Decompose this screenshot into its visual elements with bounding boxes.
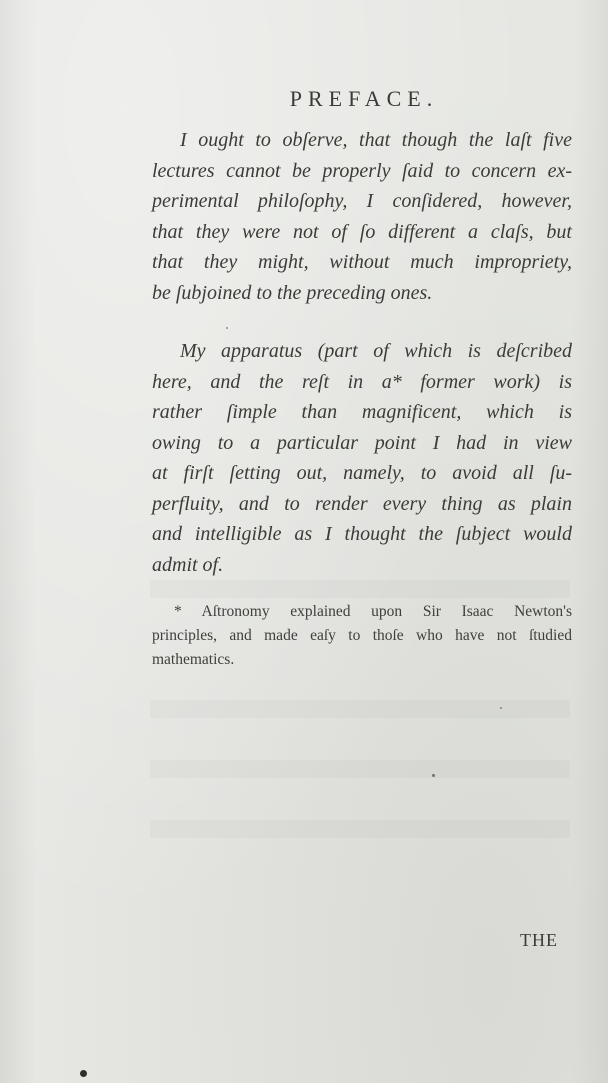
paragraph-line: perimental philoſophy, I conſidered, however,: [152, 190, 572, 212]
footnote: [152, 600, 572, 672]
running-head: PREFACE.: [289, 86, 439, 111]
footnote-line: * Aſtronomy explained upon Sir Isaac Newton's: [174, 603, 572, 620]
ink-speck: [432, 774, 435, 777]
paragraph-line: My apparatus (part of which is deſcribed: [180, 340, 572, 362]
paragraph-line: at firſt ſetting out, namely, to avoid all ſu-: [152, 462, 572, 484]
footnote-line: principles, and made eaſy to thoſe who have not ſtudied: [152, 627, 572, 644]
paragraph-1: [152, 125, 572, 308]
catchword: THE: [520, 930, 558, 950]
paragraph-2: [152, 336, 572, 580]
paragraph-line: owing to a particular point I had in view: [152, 431, 572, 454]
ink-speck: [80, 1070, 87, 1077]
paragraph-line: that they might, without much impropriety,: [152, 251, 572, 273]
paragraph-line: here, and the reſt in a* former work) is: [152, 370, 572, 393]
show-through-shadow: [150, 580, 570, 598]
ink-speck: [226, 327, 228, 329]
paragraph-line: admit of.: [152, 553, 224, 576]
show-through-shadow: [150, 820, 570, 838]
paragraph-line: be ſubjoined to the preceding ones.: [152, 281, 433, 304]
paragraph-line: rather ſimple than magnificent, which is: [152, 401, 572, 423]
paragraph-line: I ought to obſerve, that though the laſt five: [180, 129, 572, 151]
paragraph-line: lectures cannot be properly ſaid to concern ex-: [152, 159, 572, 182]
footnote-line: mathematics.: [152, 651, 235, 668]
ink-speck: [500, 707, 502, 709]
paragraph-line: perfluity, and to render every thing as plain: [152, 492, 572, 515]
paragraph-line: and intelligible as I thought the ſubject would: [152, 523, 572, 545]
paragraph-line: that they were not of ſo different a claſs, but: [152, 220, 572, 243]
show-through-shadow: [150, 760, 570, 778]
show-through-shadow: [150, 700, 570, 718]
